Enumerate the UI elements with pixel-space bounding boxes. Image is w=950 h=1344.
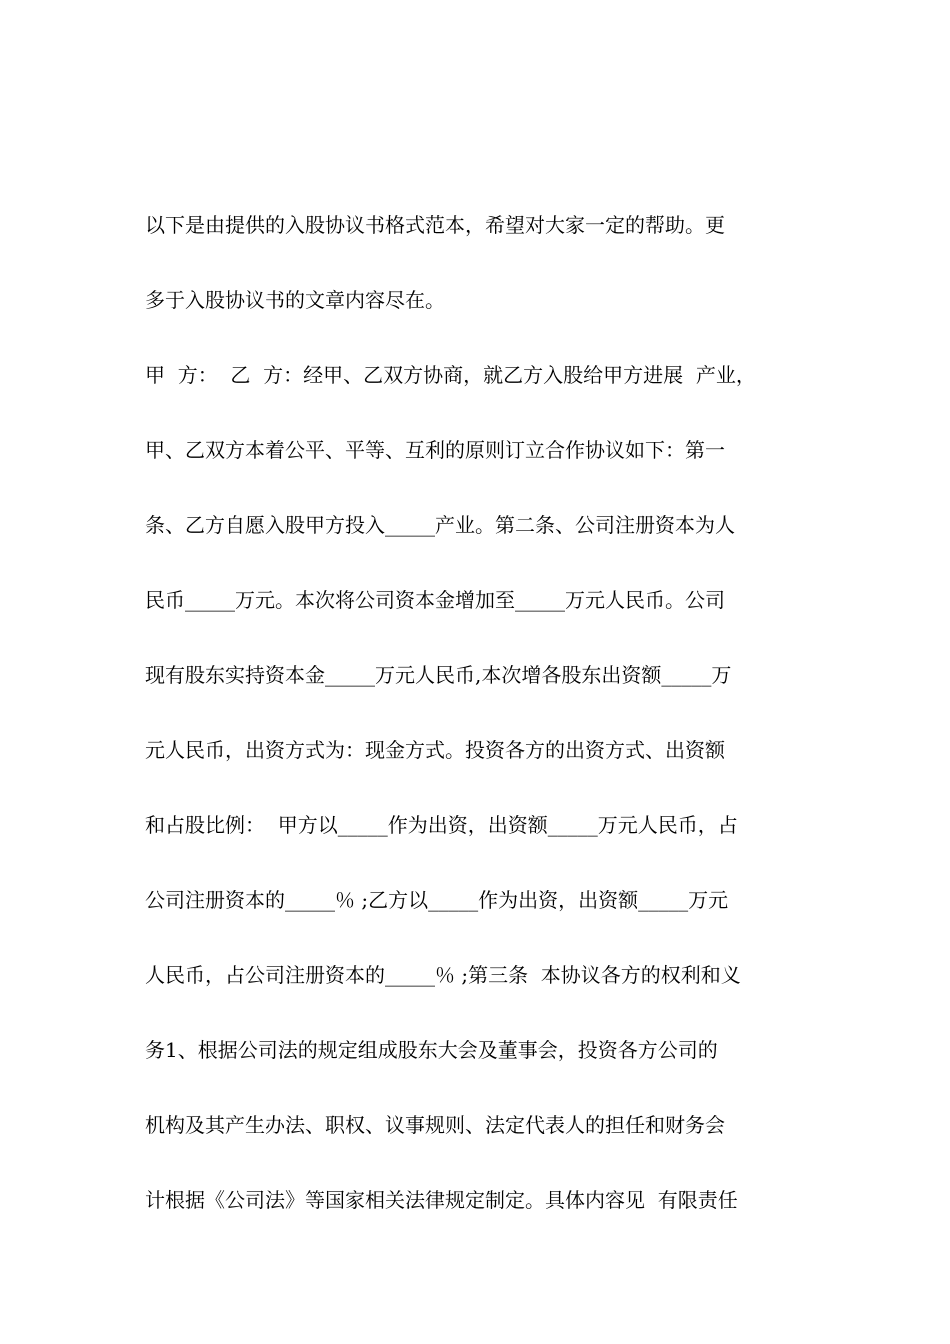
paragraph-line: 机构及其产生办法、职权、议事规则、法定代表人的担任和财务会 <box>145 1113 725 1137</box>
paragraph-line: 民币_____万元。本次将公司资本金增加至_____万元人民币。公司 <box>145 588 725 612</box>
paragraph-line: 元人民币，出资方式为：现金方式。投资各方的出资方式、出资额 <box>145 738 725 762</box>
paragraph-line: 多于入股协议书的文章内容尽在。 <box>145 288 445 312</box>
paragraph-line: 务1、根据公司法的规定组成股东大会及董事会，投资各方公司的 <box>145 1038 718 1062</box>
paragraph-line: 现有股东实持资本金_____万元人民币,本次增各股东出资额_____万 <box>145 663 732 687</box>
paragraph-line: 以下是由提供的入股协议书格式范本，希望对大家一定的帮助。更 <box>145 213 725 237</box>
paragraph-line: 公司注册资本的_____％ ;乙方以_____作为出资，出资额_____万元 <box>145 888 729 912</box>
paragraph-line: 和占股比例： 甲方以_____作为出资，出资额_____万元人民币，占 <box>145 813 738 837</box>
paragraph-line: 条、乙方自愿入股甲方投入_____产业。第二条、公司注册资本为人 <box>145 513 735 537</box>
paragraph-line: 甲 方： 乙 方：经甲、乙双方协商，就乙方入股给甲方进展 产业， <box>145 363 756 387</box>
paragraph-line: 人民币，占公司注册资本的_____％ ;第三条 本协议各方的权利和义 <box>145 963 741 987</box>
paragraph-line: 甲、乙双方本着公平、平等、互利的原则订立合作协议如下：第一 <box>145 438 725 462</box>
paragraph-line: 计根据《公司法》等国家相关法律规定制定。具体内容见 有限责任 <box>145 1188 738 1212</box>
